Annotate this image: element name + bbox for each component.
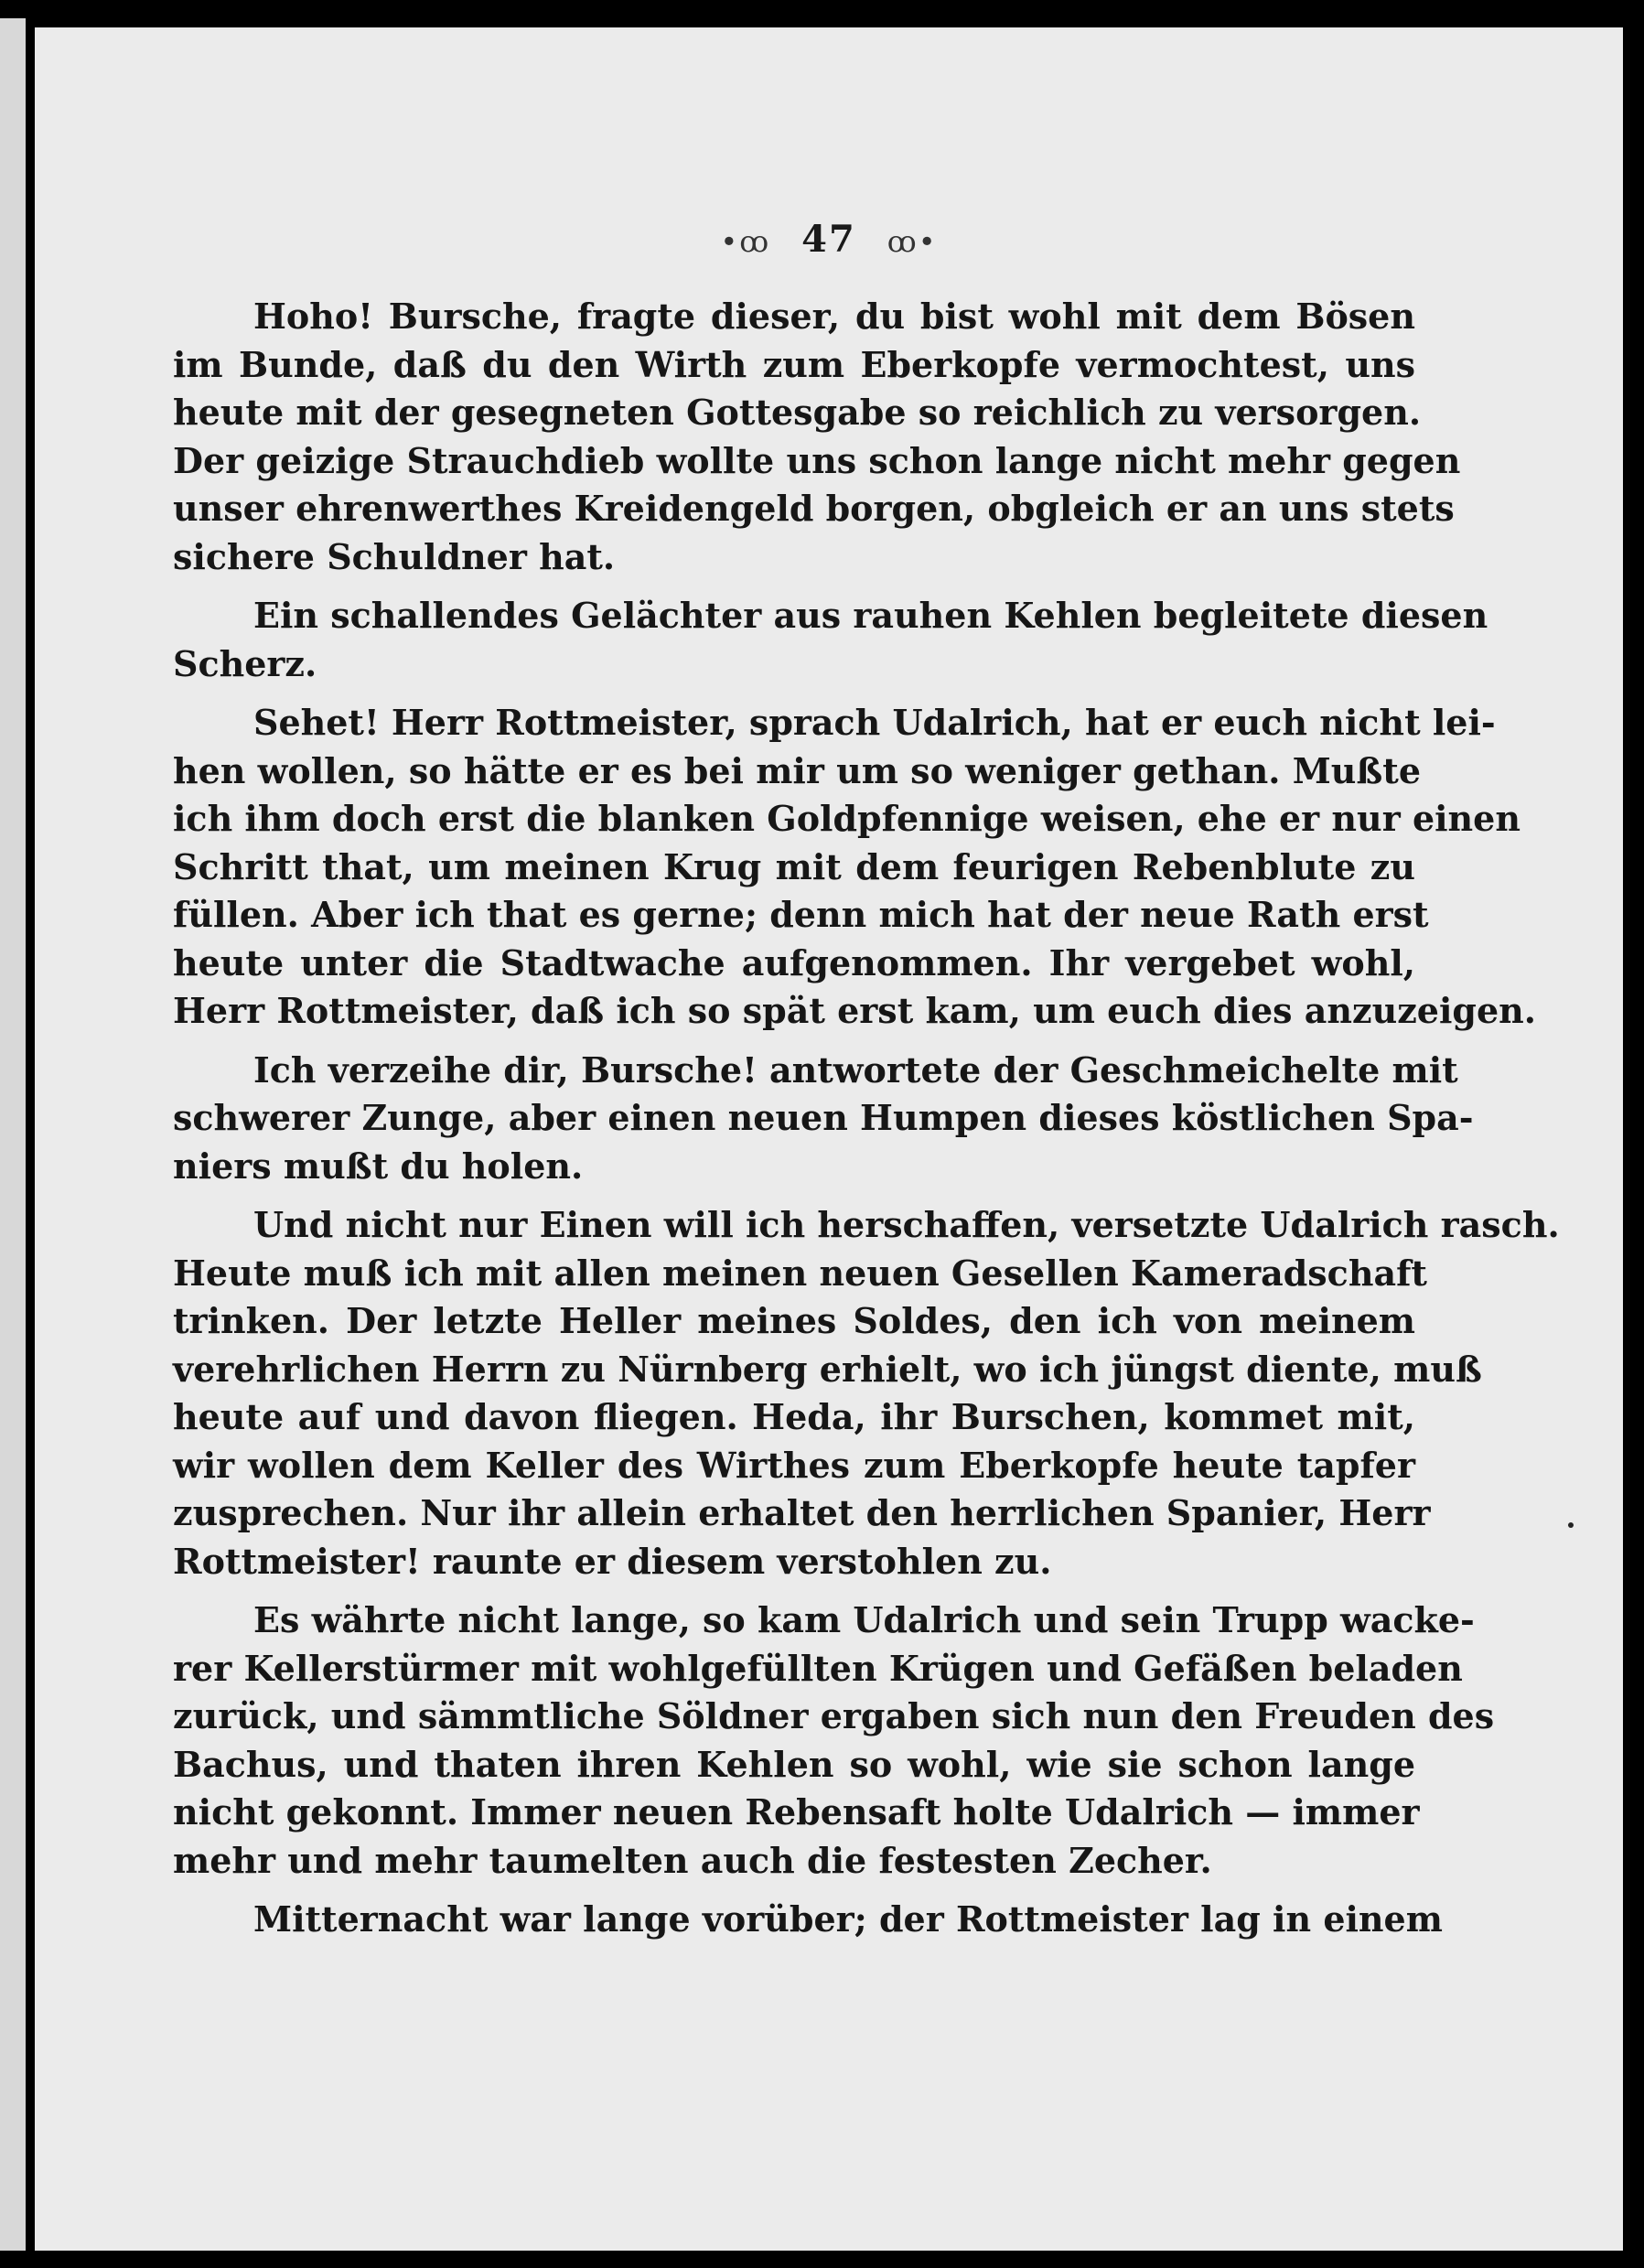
text-line: heute mit der gesegneten Gottesgabe so reichlich zu versorgen. <box>173 392 1422 433</box>
text-line: zusprechen. Nur ihr allein erhaltet den herrlichen Spanier, Herr <box>173 1492 1431 1533</box>
text-line: Ein schallendes Gelächter aus rauhen Kehlen begleitete diesen <box>253 595 1488 636</box>
text-line: nicht gekonnt. Immer neuen Rebensaft holte Udalrich — immer <box>173 1791 1420 1833</box>
paragraph-gap <box>173 1885 1415 1896</box>
text-line: Schritt that, um meinen Krug mit dem feurigen Rebenblute zu <box>173 845 1415 887</box>
paragraph-gap <box>173 1190 1415 1201</box>
ornament-right-icon: ꝏ• <box>886 224 938 259</box>
body-text <box>173 293 1560 1944</box>
text-line: zurück, und sämmtliche Söldner ergaben sich nun den Freuden des <box>173 1695 1495 1736</box>
text-line: sichere Schuldner hat. <box>173 535 616 577</box>
text-line: ich ihm doch erst die blanken Goldpfennige weisen, ehe er nur einen <box>173 798 1520 839</box>
paragraph <box>173 1596 1495 1885</box>
text-line: füllen. Aber ich that es gerne; denn mich hat der neue Rath erst <box>173 894 1429 935</box>
text-line: wir wollen dem Keller des Wirthes zum Eberkopfe heute tapfer <box>173 1444 1415 1486</box>
text-line: Hoho! Bursche, fragte dieser, du bist wohl mit dem Bösen <box>253 296 1415 337</box>
text-line: Ich verzeihe dir, Bursche! antwortete der Geschmeichelte mit <box>253 1048 1458 1091</box>
paragraph <box>173 1896 1443 1944</box>
paragraph <box>173 699 1537 1036</box>
paragraph-gap <box>173 688 1415 699</box>
text-line: Sehet! Herr Rottmeister, sprach Udalrich, hat er euch nicht lei- <box>253 702 1496 743</box>
text-line: Und nicht nur Einen will ich herschaffen, versetzte Udalrich rasch. <box>253 1204 1560 1245</box>
text-line: Bachus, und thaten ihren Kehlen so wohl, wie sie schon lange <box>173 1743 1415 1785</box>
ornament-left-icon: •ꝏ <box>720 224 771 259</box>
text-line: Heute muß ich mit allen meinen neuen Gesellen Kameradschaft <box>173 1252 1427 1294</box>
text-line: verehrlichen Herrn zu Nürnberg erhielt, wo ich jüngst diente, muß <box>173 1348 1482 1390</box>
print-speck <box>1568 1522 1574 1528</box>
adjacent-page-edge <box>0 18 26 2251</box>
text-line: Der geizige Strauchdieb wollte uns schon lange nicht mehr gegen <box>173 439 1461 481</box>
paragraph <box>173 1201 1560 1585</box>
text-line: Es währte nicht lange, so kam Udalrich und sein Trupp wacke- <box>253 1599 1475 1640</box>
book-page <box>35 27 1623 2251</box>
paragraph <box>173 293 1461 581</box>
paragraph-gap <box>173 581 1415 592</box>
text-line: mehr und mehr taumelten auch die festesten Zecher. <box>173 1839 1212 1881</box>
text-line: im Bunde, daß du den Wirth zum Eberkopfe vermochtest, uns <box>173 343 1415 385</box>
paragraph <box>173 592 1488 688</box>
text-line: Herr Rottmeister, daß ich so spät erst kam, um euch dies anzuzeigen. <box>173 990 1537 1031</box>
text-line: Scherz. <box>173 642 317 684</box>
paragraph <box>173 1047 1474 1191</box>
text-line: hen wollen, so hätte er es bei mir um so weniger gethan. Mußte <box>173 749 1422 791</box>
text-line: heute unter die Stadtwache aufgenommen. Ihr vergebet wohl, <box>173 941 1415 984</box>
paragraph-gap <box>173 1036 1415 1047</box>
page-number: 47 <box>801 218 856 261</box>
text-line: unser ehrenwerthes Kreidengeld borgen, obgleich er an uns stets <box>173 488 1455 529</box>
text-line: schwerer Zunge, aber einen neuen Humpen dieses köstlichen Spa- <box>173 1097 1474 1138</box>
paragraph-gap <box>173 1585 1415 1596</box>
text-line: Rottmeister! raunte er diesem verstohlen zu. <box>173 1540 1052 1582</box>
text-line: Mitternacht war lange vorüber; der Rottmeister lag in einem <box>253 1898 1443 1940</box>
text-line: rer Kellerstürmer mit wohlgefüllten Krügen und Gefäßen beladen <box>173 1647 1463 1689</box>
text-line: heute auf und davon fliegen. Heda, ihr Burschen, kommet mit, <box>173 1396 1415 1437</box>
page-header <box>35 218 1623 261</box>
text-line: niers mußt du holen. <box>173 1145 584 1187</box>
text-line: trinken. Der letzte Heller meines Soldes, den ich von meinem <box>173 1300 1415 1341</box>
